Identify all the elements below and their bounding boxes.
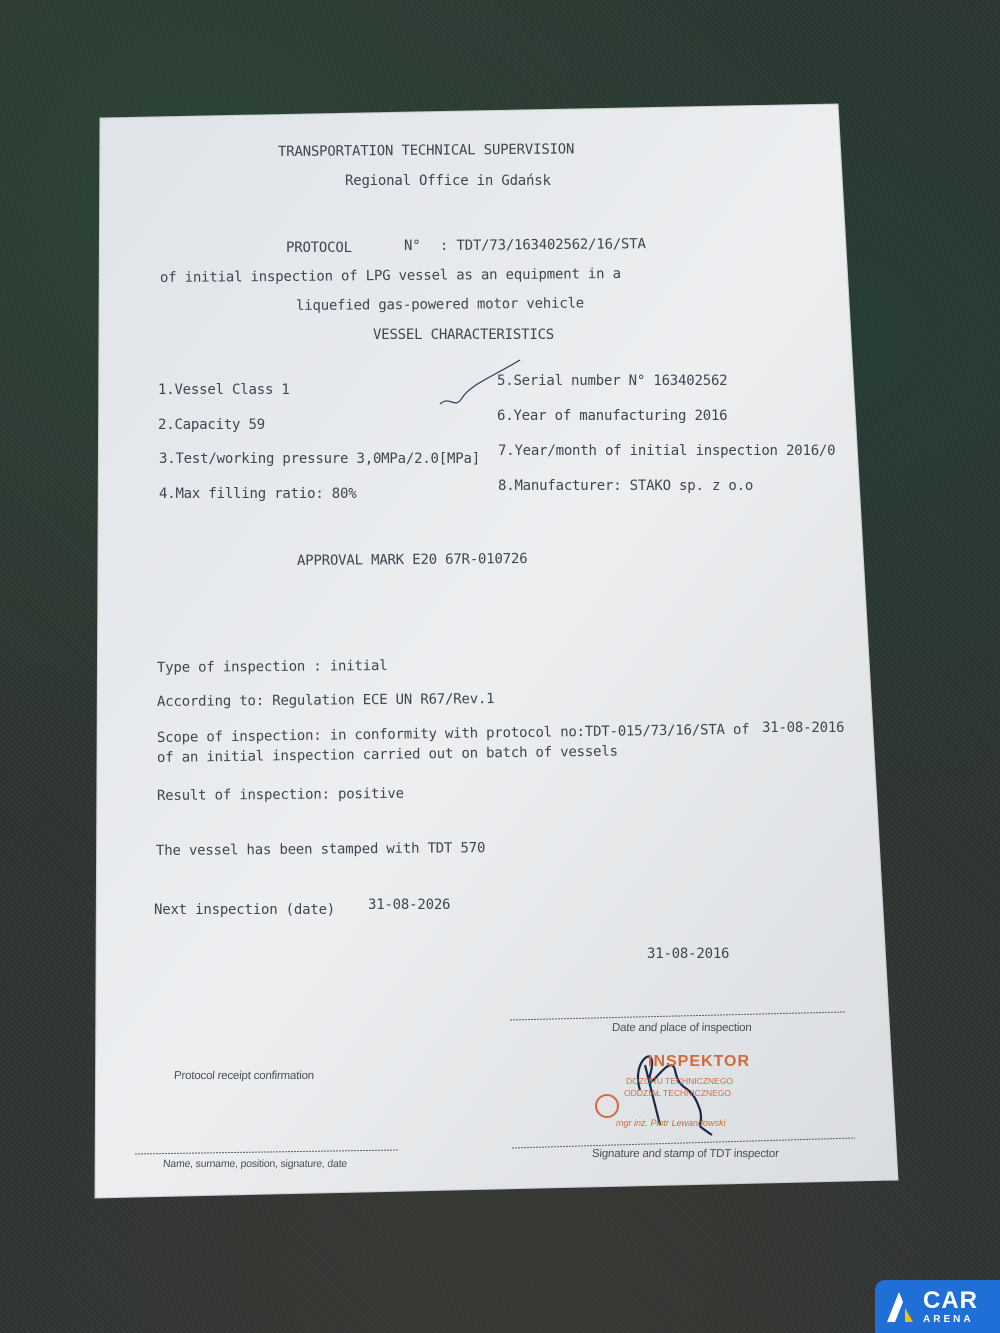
- date-place-caption: Date and place of inspection: [611, 1022, 752, 1034]
- car-arena-logo: [875, 1280, 1000, 1333]
- protocol-no-label: N°: [404, 238, 421, 254]
- protocol-subtitle-1: of initial inspection of LPG vessel as an equipment in a: [159, 265, 621, 286]
- name-caption: Name, surname, position, signature, date: [162, 1158, 348, 1170]
- inspection-result: Result of inspection: positive: [156, 785, 404, 804]
- car-arena-mark-icon: [885, 1290, 915, 1324]
- signature-caption: Signature and stamp of TDT inspector: [591, 1148, 780, 1160]
- char-filling-ratio: 4.Max filling ratio: 80%: [159, 486, 357, 502]
- char-manufacturer: 8.Manufacturer: STAKO sp. z o.o: [498, 478, 754, 494]
- char-vessel-class: 1.Vessel Class 1: [158, 382, 290, 398]
- char-initial-inspection: 7.Year/month of initial inspection 2016/0: [498, 443, 836, 459]
- stamp-name: mgr inż. Piotr Lewandowski: [616, 1118, 726, 1128]
- office-name: Regional Office in Gdańsk: [345, 173, 551, 189]
- receipt-caption: Protocol receipt confirmation: [173, 1070, 315, 1082]
- vessel-stamped: The vessel has been stamped with TDT 570: [155, 840, 486, 859]
- inspection-scope-1: Scope of inspection: in conformity with protocol no:TDT-015/73/16/STA of: [156, 721, 750, 746]
- inspection-date: 31-08-2016: [647, 946, 730, 962]
- inspection-type: Type of inspection : initial: [156, 657, 388, 676]
- section-title: VESSEL CHARACTERISTICS: [373, 327, 555, 343]
- approval-mark: APPROVAL MARK E20 67R-010726: [296, 550, 528, 569]
- next-inspection-date: 31-08-2026: [368, 897, 451, 913]
- char-pressure: 3.Test/working pressure 3,0MPa/2.0[MPa]: [159, 451, 480, 467]
- logo-car-text: CAR: [923, 1286, 978, 1314]
- inspection-scope-2: of an initial inspection carried out on batch of vessels: [156, 743, 618, 766]
- char-capacity: 2.Capacity 59: [158, 417, 265, 433]
- inspection-scope-date: 31-08-2016: [762, 720, 845, 736]
- protocol-number: : TDT/73/163402562/16/STA: [439, 236, 646, 254]
- stamp-title: INSPEKTOR: [648, 1053, 751, 1070]
- logo-arena-text: ARENA: [923, 1313, 974, 1325]
- stamp-line-2: ODDZIAŁ TECHNICZNEGO: [624, 1088, 732, 1098]
- char-year-manufacturing: 6.Year of manufacturing 2016: [497, 408, 728, 424]
- char-serial-number: 5.Serial number N° 163402562: [497, 373, 728, 389]
- next-inspection-label: Next inspection (date): [154, 902, 336, 918]
- org-name: TRANSPORTATION TECHNICAL SUPERVISION: [277, 141, 575, 160]
- inspection-according: According to: Regulation ECE UN R67/Rev.1: [156, 691, 495, 710]
- protocol-label: PROTOCOL: [286, 240, 352, 256]
- protocol-subtitle-2: liquefied gas-powered motor vehicle: [295, 295, 585, 314]
- stamp-line-1: DOZORU TECHNICZNEGO: [626, 1076, 734, 1086]
